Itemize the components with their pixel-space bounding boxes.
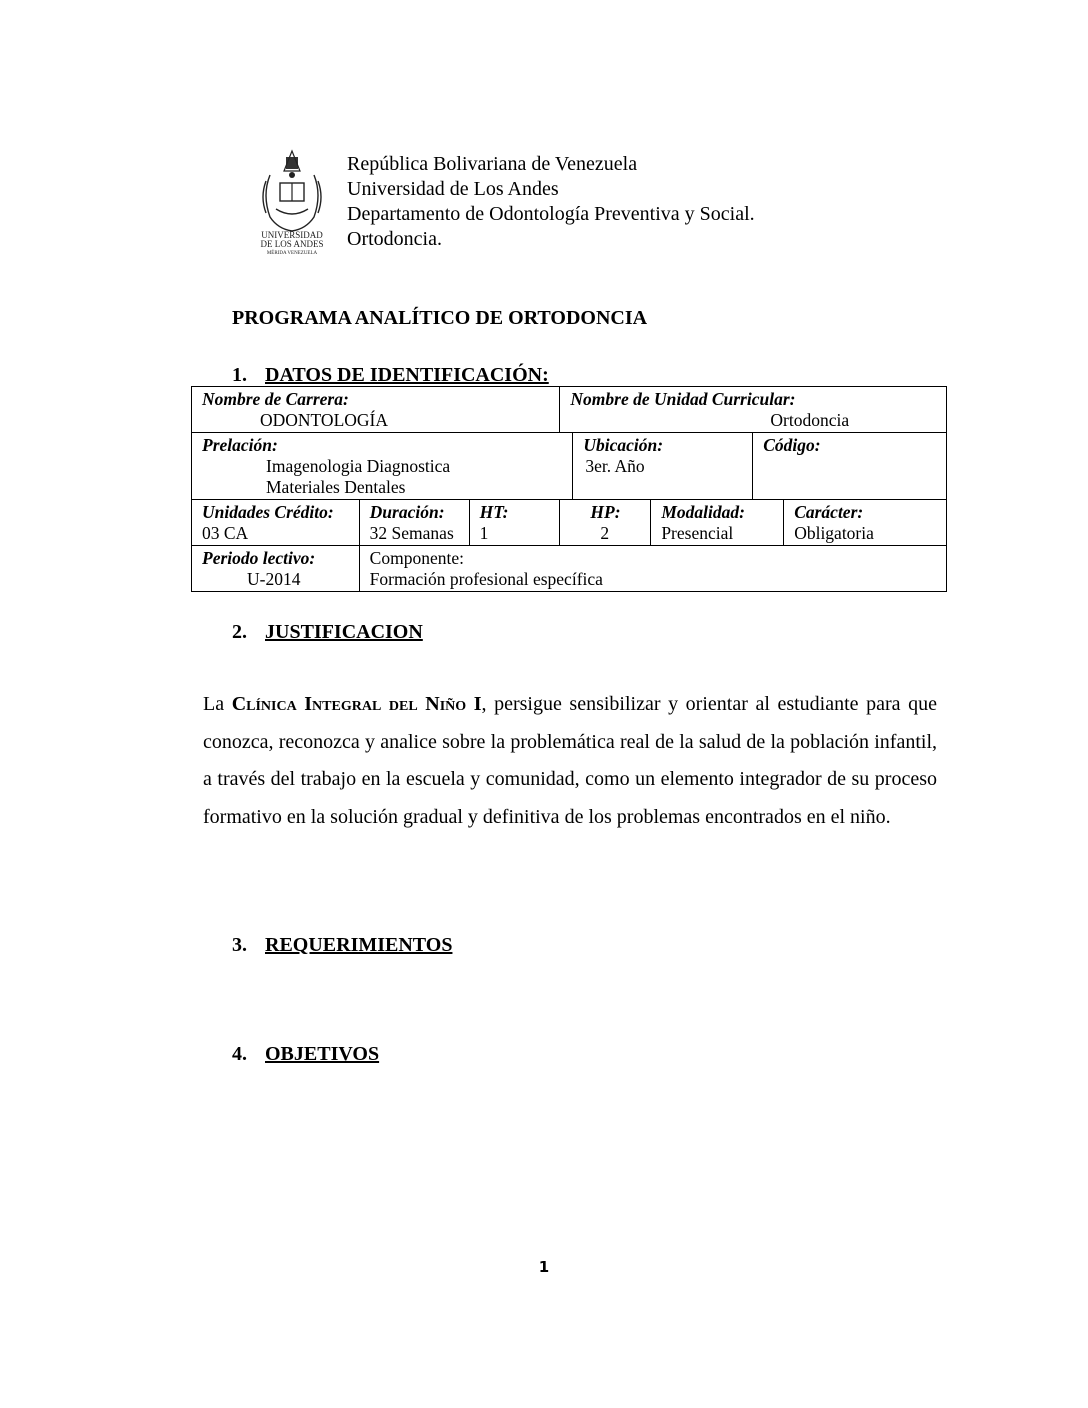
prelacion-value-2: Materiales Dentales	[266, 477, 406, 497]
justificacion-pre: La	[203, 693, 232, 715]
header-line-department: Departamento de Odontología Preventiva y Social.	[347, 203, 755, 225]
carrera-value: ODONTOLOGÍA	[260, 410, 388, 430]
section-title: REQUERIMIENTOS	[265, 934, 453, 956]
caracter-label: Carácter:	[794, 502, 864, 522]
cell-hp	[560, 500, 651, 546]
section-title: JUSTIFICACION	[265, 621, 423, 643]
hp-value: 2	[600, 523, 610, 543]
caracter-value: Obligatoria	[794, 523, 874, 543]
ubicacion-label: Ubicación:	[583, 435, 664, 455]
unidad-value: Ortodoncia	[770, 410, 850, 430]
ht-value: 1	[479, 523, 489, 543]
cell-prelacion	[192, 433, 573, 500]
prelacion-value-1: Imagenologia Diagnostica	[266, 456, 451, 476]
section-number: 2.	[232, 621, 247, 643]
justificacion-paragraph	[203, 686, 937, 836]
section-heading-objetivos	[232, 1043, 379, 1066]
creditos-label: Unidades Crédito:	[202, 502, 334, 522]
hp-label: HP:	[590, 502, 621, 522]
duracion-value: 32 Semanas	[369, 523, 454, 543]
page-number: 1	[538, 1258, 550, 1276]
header-line-area: Ortodoncia.	[347, 228, 442, 250]
section-heading-identificacion	[232, 364, 549, 387]
section-title: OBJETIVOS	[265, 1043, 380, 1065]
periodo-label: Periodo lectivo:	[202, 548, 316, 568]
justificacion-text: , persigue sensibilizar y orientar al estudiante para que conozca, reconozca y analice sobre la problemática real de la salud de la población infantil, a través del trabajo en la escuela y comunidad, como un elemento integrador de su proceso formativo en la solución gradual y definitiva de los problemas encontrados en el niño.	[203, 693, 938, 828]
section-number: 1.	[232, 364, 247, 386]
university-logo	[256, 145, 328, 255]
codigo-label: Código:	[763, 435, 821, 455]
cell-creditos	[192, 500, 360, 546]
carrera-label: Nombre de Carrera:	[202, 389, 349, 409]
cell-componente	[359, 546, 946, 592]
justificacion-emphasis: Clínica Integral del Niño I	[231, 693, 482, 715]
cell-codigo	[753, 433, 947, 500]
cell-ubicacion	[573, 433, 753, 500]
logo-text-line-3: MÉRIDA VENEZUELA	[266, 251, 318, 255]
section-number: 3.	[232, 934, 247, 956]
componente-label: Componente:	[369, 548, 464, 568]
modalidad-label: Modalidad:	[661, 502, 745, 522]
modalidad-value: Presencial	[661, 523, 734, 543]
section-heading-justificacion	[232, 621, 423, 644]
cell-caracter	[784, 500, 947, 546]
cell-duracion	[359, 500, 469, 546]
ht-label: HT:	[479, 502, 509, 522]
cell-periodo	[192, 546, 360, 592]
identification-table	[191, 386, 947, 592]
cell-ht	[469, 500, 560, 546]
prelacion-label: Prelación:	[202, 435, 278, 455]
componente-value: Formación profesional específica	[369, 569, 603, 589]
logo-text-line-1: UNIVERSIDAD	[261, 230, 323, 240]
periodo-value: U-2014	[247, 569, 301, 589]
header-line-country: República Bolivariana de Venezuela	[347, 153, 638, 175]
cell-carrera	[192, 387, 560, 433]
creditos-value: 03 CA	[202, 523, 249, 543]
cell-modalidad	[651, 500, 784, 546]
section-number: 4.	[232, 1043, 247, 1065]
logo-text-line-2: DE LOS ANDES	[260, 239, 324, 249]
section-heading-requerimientos	[232, 934, 452, 957]
unidad-label: Nombre de Unidad Curricular:	[570, 389, 796, 409]
document-title: PROGRAMA ANALÍTICO DE ORTODONCIA	[232, 307, 648, 329]
ubicacion-value: 3er. Año	[585, 456, 645, 476]
duracion-label: Duración:	[369, 502, 445, 522]
header-line-university: Universidad de Los Andes	[347, 178, 559, 200]
section-title: DATOS DE IDENTIFICACIÓN:	[265, 364, 549, 386]
cell-unidad-curricular	[560, 387, 947, 433]
